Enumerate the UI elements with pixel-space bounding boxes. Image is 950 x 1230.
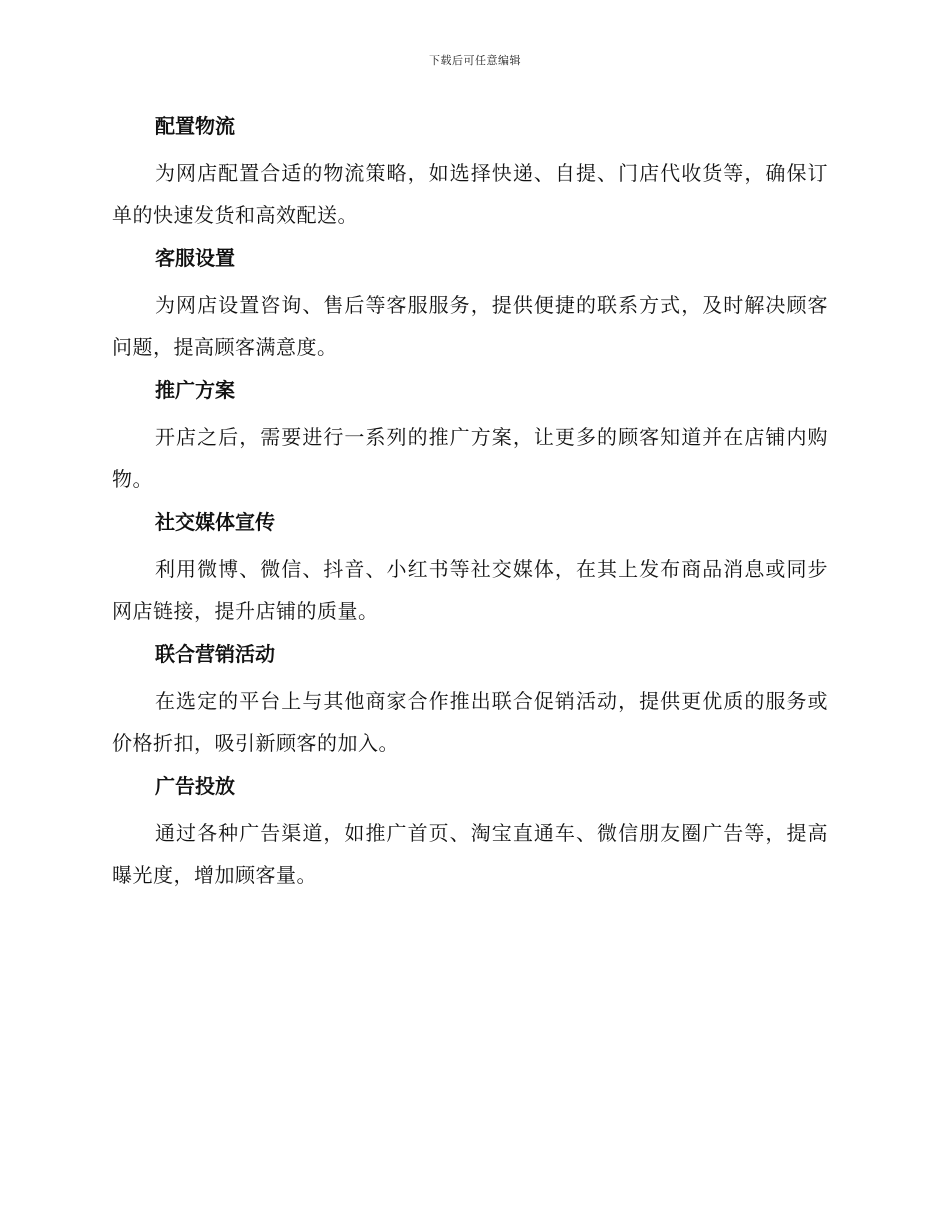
section-heading: 推广方案	[155, 378, 235, 402]
section-advertising	[112, 770, 828, 896]
section-paragraph: 开店之后，需要进行一系列的推广方案，让更多的顾客知道并在店铺内购物。	[112, 425, 828, 491]
section-heading: 广告投放	[155, 774, 235, 798]
section-paragraph: 通过各种广告渠道，如推广首页、淘宝直通车、微信朋友圈广告等，提高曝光度，增加顾客量。	[112, 821, 828, 887]
section-paragraph: 为网店配置合适的物流策略，如选择快递、自提、门店代收货等，确保订单的快速发货和高效配送。	[112, 161, 828, 227]
section-heading: 社交媒体宣传	[155, 510, 275, 534]
section-promotion-plan	[112, 374, 828, 500]
section-heading: 客服设置	[155, 246, 235, 270]
section-paragraph: 为网店设置咨询、售后等客服服务，提供便捷的联系方式，及时解决顾客问题，提高顾客满意度。	[112, 293, 828, 359]
section-customer-service	[112, 242, 828, 368]
section-joint-marketing	[112, 638, 828, 764]
section-paragraph: 在选定的平台上与其他商家合作推出联合促销活动，提供更优质的服务或价格折扣，吸引新顾客的加入。	[112, 689, 828, 755]
document-body	[112, 110, 828, 902]
section-social-media	[112, 506, 828, 632]
page-header: 下载后可任意编辑	[429, 54, 521, 67]
section-logistics	[112, 110, 828, 236]
section-paragraph: 利用微博、微信、抖音、小红书等社交媒体，在其上发布商品消息或同步网店链接，提升店铺的质量。	[112, 557, 828, 623]
section-heading: 配置物流	[155, 114, 235, 138]
section-heading: 联合营销活动	[155, 642, 275, 666]
